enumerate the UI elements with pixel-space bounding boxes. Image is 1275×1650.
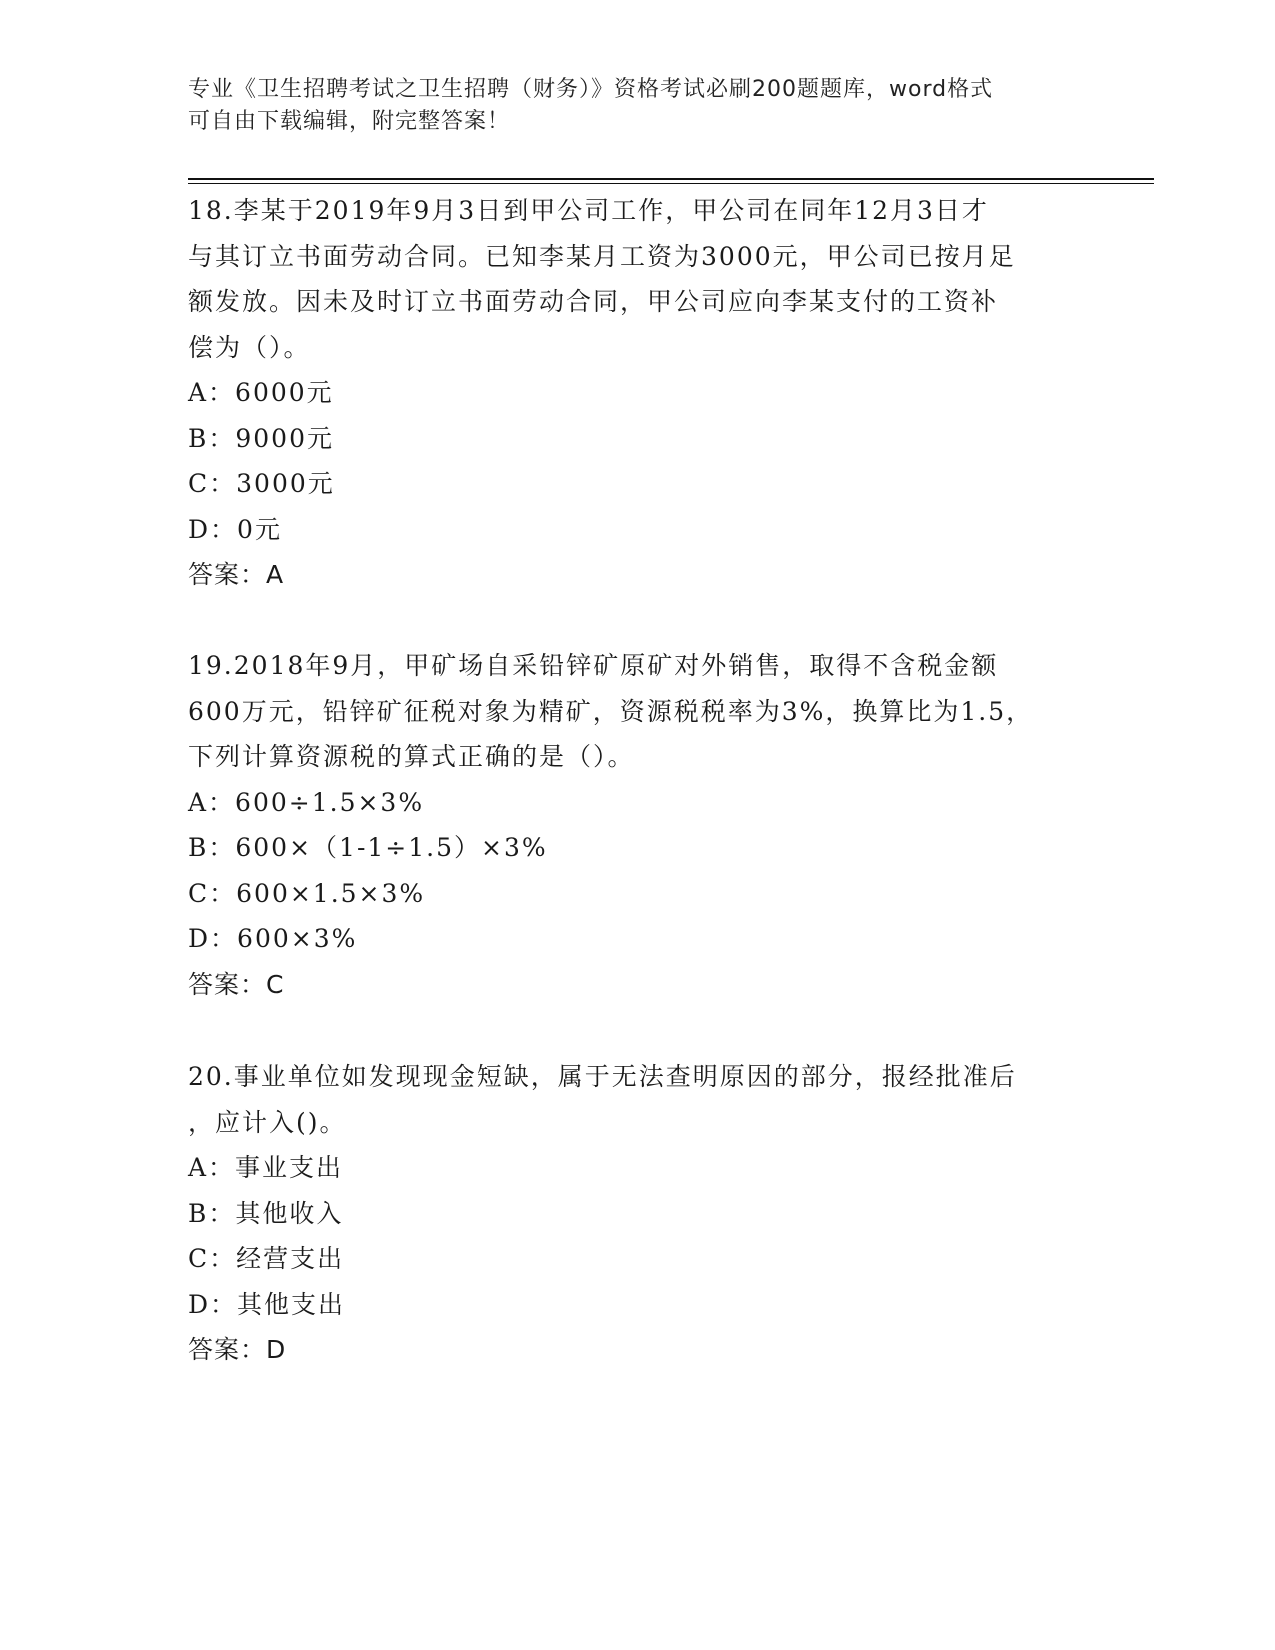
option-a: A：事业支出	[188, 1153, 344, 1182]
option-b: B：600×（1-1÷1.5）×3%	[188, 833, 548, 862]
option-d: D：600×3%	[188, 924, 358, 953]
header-line-2: 可自由下载编辑，附完整答案！	[188, 109, 511, 134]
question-18	[188, 188, 1088, 598]
question-19	[188, 643, 1088, 1007]
option-a: A：6000元	[188, 378, 334, 407]
question-20	[188, 1054, 1088, 1373]
option-c: C：3000元	[188, 469, 335, 498]
option-d: D：0元	[188, 514, 282, 544]
answer-label: 答案：A	[188, 560, 285, 589]
option-b: B：其他收入	[188, 1198, 344, 1228]
option-a: A：600÷1.5×3%	[188, 787, 425, 817]
option-c: C：经营支出	[188, 1244, 345, 1273]
question-text-line: 下列计算资源税的算式正确的是（）。	[188, 742, 635, 771]
question-text-line: 偿为（）。	[188, 332, 311, 362]
document-header	[188, 74, 1068, 138]
header-rule-thin	[188, 183, 1154, 184]
question-text-line: 20.事业单位如发现现金短缺，属于无法查明原因的部分，报经批准后	[188, 1062, 1017, 1091]
option-c: C：600×1.5×3%	[188, 878, 426, 908]
question-text-line: 600万元，铅锌矿征税对象为精矿，资源税税率为3%，换算比为1.5，	[188, 696, 1034, 726]
question-text-line: ，应计入()。	[188, 1107, 347, 1137]
header-rule-thick	[188, 178, 1154, 180]
answer-label: 答案：C	[188, 969, 285, 999]
question-text-line: 18.李某于2019年9月3日到甲公司工作，甲公司在同年12月3日才	[188, 196, 989, 225]
option-b: B：9000元	[188, 423, 334, 453]
question-text-line: 19.2018年9月，甲矿场自采铅锌矿原矿对外销售，取得不含税金额	[188, 651, 999, 680]
question-text-line: 额发放。因未及时订立书面劳动合同，甲公司应向李某支付的工资补	[188, 287, 999, 316]
option-d: D：其他支出	[188, 1289, 346, 1319]
question-text-line: 与其订立书面劳动合同。已知李某月工资为3000元，甲公司已按月足	[188, 241, 1016, 271]
header-line-1: 专业《卫生招聘考试之卫生招聘（财务）》资格考试必刷200题题库，word格式	[188, 77, 994, 102]
answer-label: 答案：D	[188, 1335, 287, 1364]
